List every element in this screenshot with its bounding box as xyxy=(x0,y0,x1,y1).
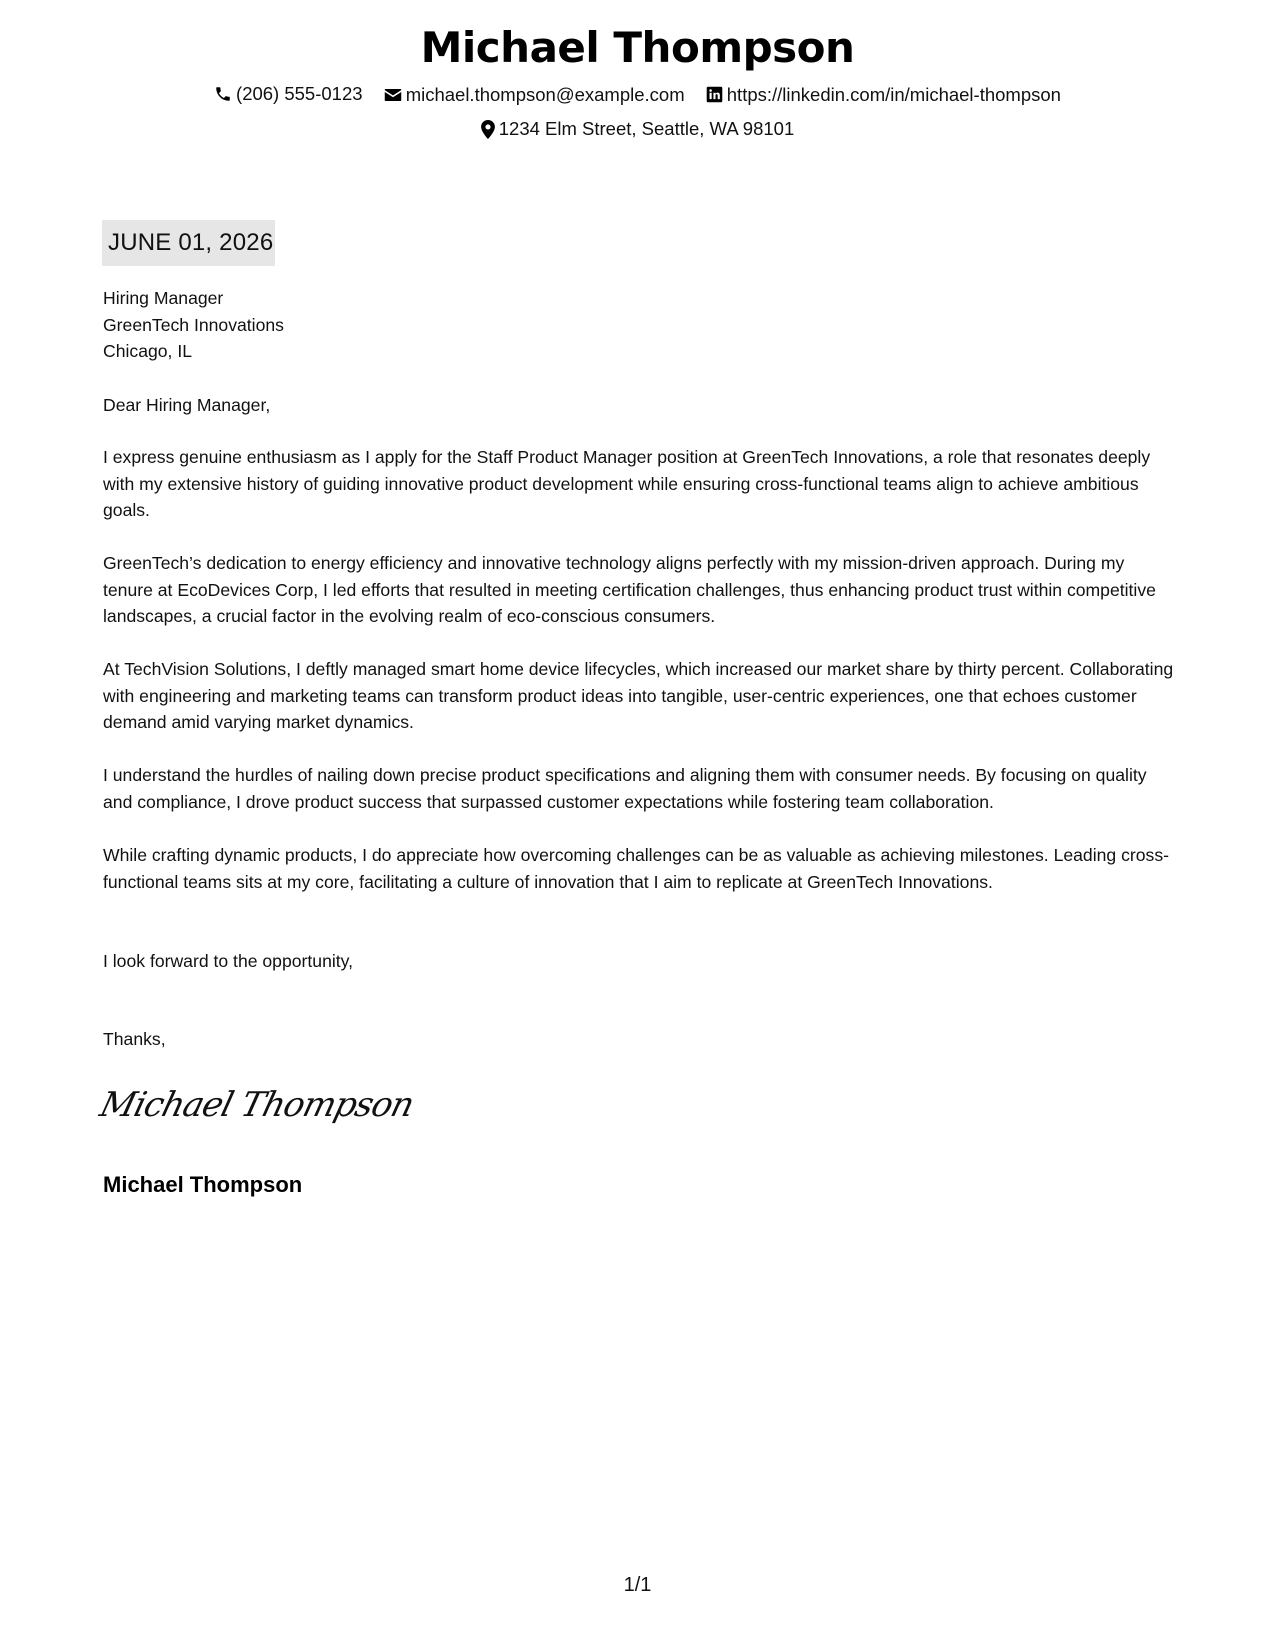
phone-number: (206) 555-0123 xyxy=(236,83,363,104)
signature-name: Michael Thompson xyxy=(103,1172,303,1197)
applicant-name: Michael Thompson xyxy=(420,23,855,72)
phone-contact xyxy=(214,78,363,110)
letter-date: JUNE 01, 2026 xyxy=(102,220,275,266)
recipient-location: Chicago, IL xyxy=(103,341,192,361)
closing-line: I look forward to the opportunity, xyxy=(103,951,354,971)
handwritten-signature xyxy=(96,1080,418,1130)
phone-icon xyxy=(214,85,232,103)
thanks-line: Thanks, xyxy=(103,1029,166,1049)
envelope-icon xyxy=(384,87,402,103)
address-row xyxy=(0,113,1275,149)
recipient-company: GreenTech Innovations xyxy=(103,314,284,335)
address-contact xyxy=(481,113,795,145)
contact-row xyxy=(0,78,1275,113)
salutation: Dear Hiring Manager, xyxy=(103,395,271,415)
map-pin-icon xyxy=(481,120,495,139)
email-address[interactable]: michael.thompson@example.com xyxy=(405,84,685,105)
linkedin-icon xyxy=(706,86,723,103)
linkedin-url[interactable]: https://linkedin.com/in/michael-thompson xyxy=(726,83,1061,105)
body-paragraph: I express genuine enthusiasm as I apply for the Staff Product Manager position at GreenTech Innovations, a role that resonates deeply with my extensive history of guiding innovative product development while ensuring cross-functional teams align to achieve ambitious goals. xyxy=(103,447,1151,520)
linkedin-contact[interactable] xyxy=(706,79,1061,111)
recipient-title: Hiring Manager xyxy=(103,288,224,308)
body-paragraph: GreenTech’s dedication to energy efficiency and innovative technology aligns perfectly with my mission-driven approach. During my tenure at EcoDevices Corp, I led efforts that resulted in meeting certification challenges, thus enhancing product trust within competitive landscapes, a crucial factor in the evolving realm of eco-conscious consumers. xyxy=(103,553,1156,626)
body-paragraph: While crafting dynamic products, I do appreciate how overcoming challenges can be as valuable as achieving milestones. Leading cross-functional teams sits at my core, facilitating a culture of innovation that I aim to replicate at GreenTech Innovations. xyxy=(103,845,1169,892)
signature-script: Michael Thompson xyxy=(96,1085,418,1125)
letter-header xyxy=(0,18,1275,149)
email-contact[interactable] xyxy=(384,79,685,111)
body-paragraph: At TechVision Solutions, I deftly managed smart home device lifecycles, which increased our market share by thirty percent. Collaborating with engineering and marketing teams can transform product ideas into tangible, user-centric experiences, one that echoes customer demand amid varying market dynamics. xyxy=(103,659,1174,732)
recipient-block xyxy=(103,285,1175,365)
page-number: 1/1 xyxy=(623,1574,652,1596)
street-address: 1234 Elm Street, Seattle, WA 98101 xyxy=(498,118,795,139)
body-paragraph: I understand the hurdles of nailing down precise product specifications and aligning them with consumer needs. By focusing on quality and compliance, I drove product success that surpassed customer expectations while fostering team collaboration. xyxy=(103,765,1147,812)
